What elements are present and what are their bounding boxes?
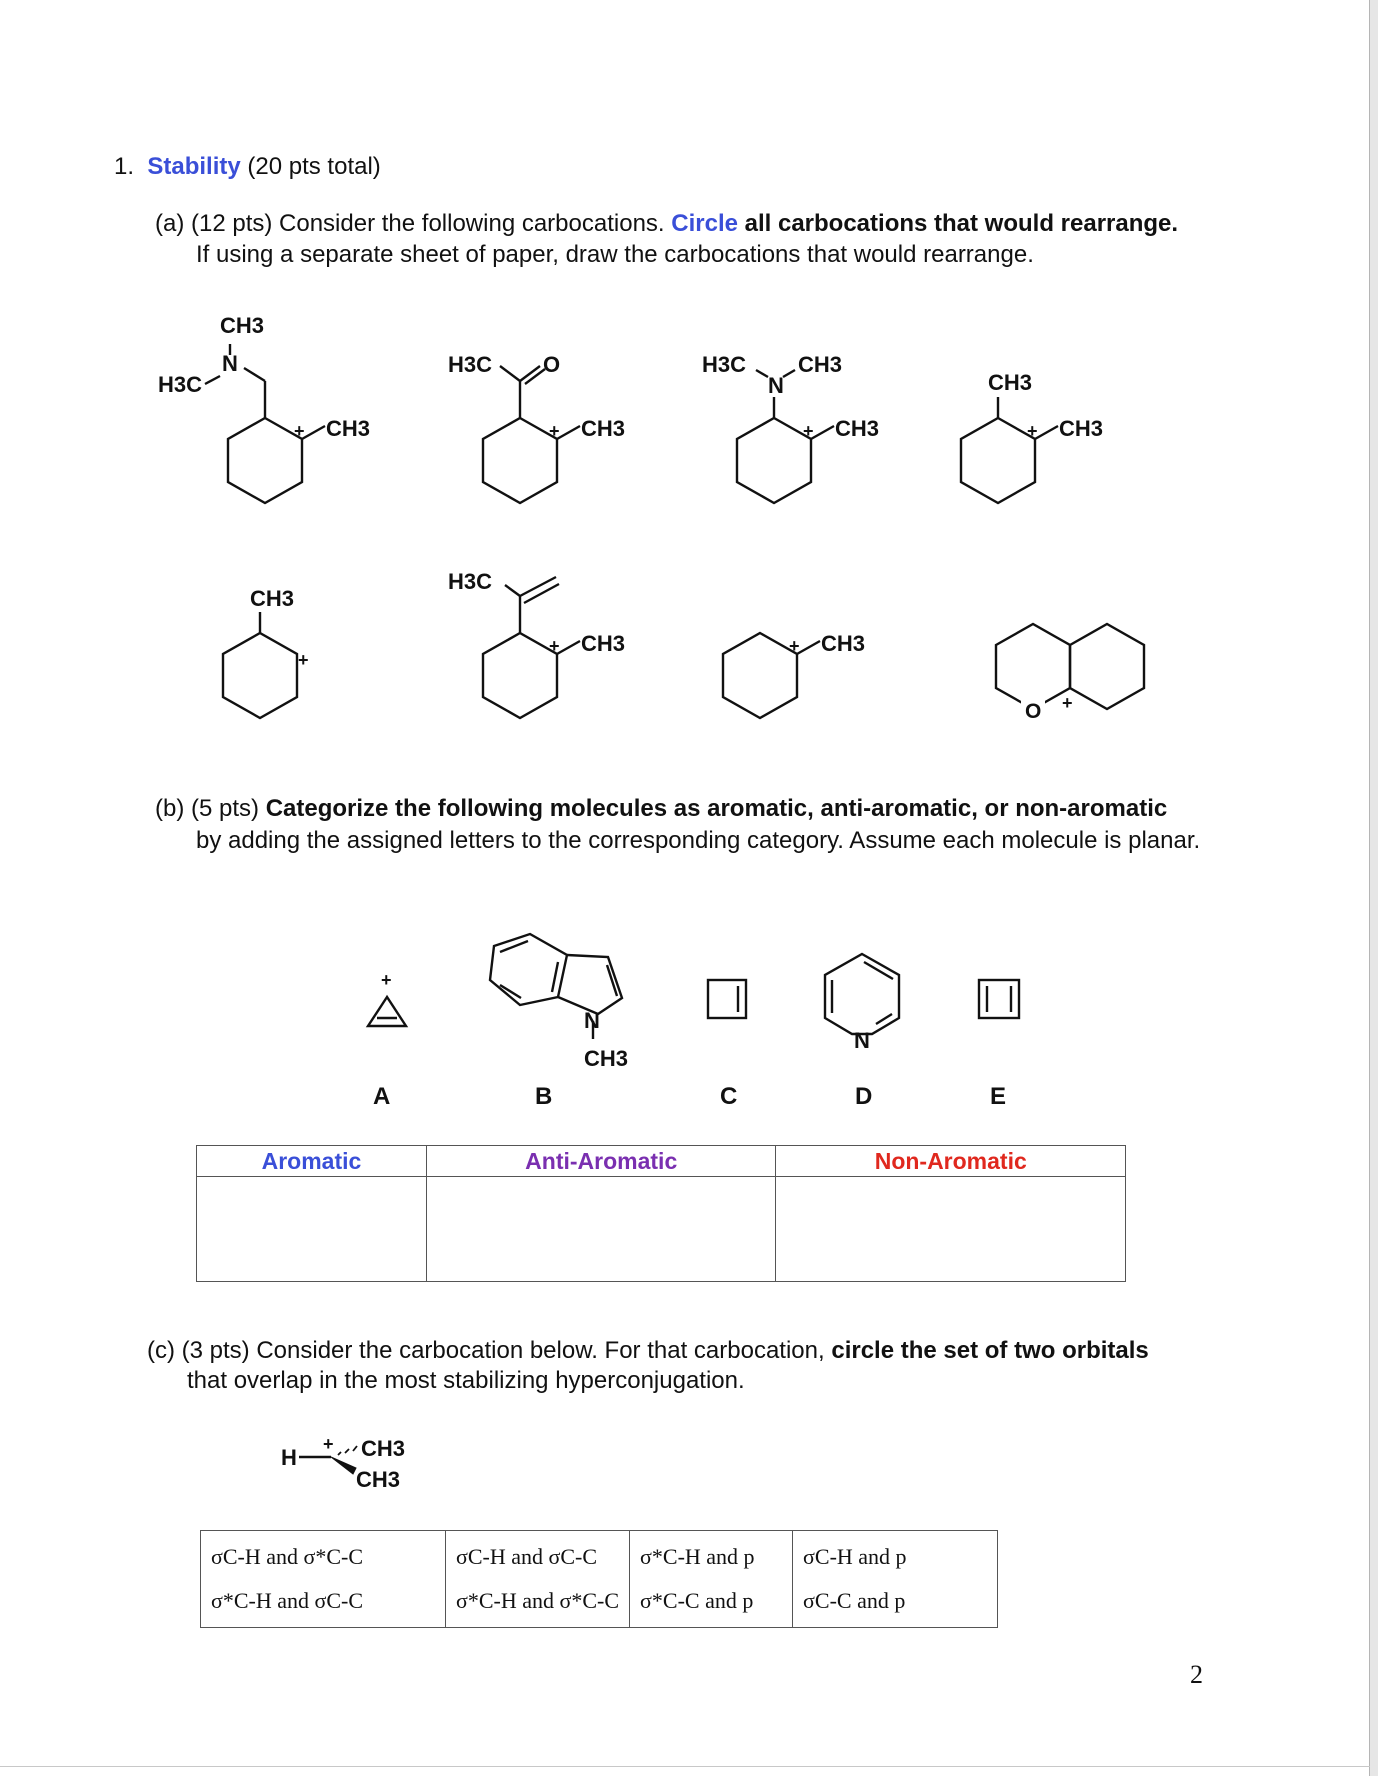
molecule-letter-d: D (855, 1083, 873, 1110)
plus-label: + (549, 636, 560, 656)
choice-text: σ*C-H and σ*C-C (456, 1588, 620, 1613)
part-c-line2: that overlap in the most stabilizing hyperconjugation. (187, 1367, 745, 1394)
ch3-label: CH3 (581, 631, 626, 656)
h3c-label: H3C (158, 372, 203, 397)
ch3-label: CH3 (584, 1046, 629, 1071)
orbital-choice-4[interactable] (793, 1531, 998, 1628)
page-edge (1370, 0, 1378, 1776)
h3c-label: H3C (448, 352, 493, 377)
n-label: N (222, 351, 238, 376)
ch3-label: CH3 (821, 631, 866, 656)
part-b-instruction: Categorize the following molecules as aromatic, anti-aromatic, or non-aromatic (265, 795, 1168, 822)
orbital-choice-1[interactable] (201, 1531, 446, 1628)
n-label: N (584, 1008, 600, 1033)
part-a-instruction: all carbocations that would rearrange. (744, 210, 1179, 237)
n-label: N (768, 373, 784, 398)
anti-aromatic-header: Anti-Aromatic (426, 1146, 776, 1177)
ch3-label: CH3 (361, 1436, 406, 1461)
choice-text: σ*C-H and p (640, 1544, 755, 1569)
choice-text: σ*C-C and p (640, 1588, 754, 1613)
h3c-label: H3C (448, 569, 493, 594)
part-c-instruction: circle the set of two orbitals (831, 1337, 1149, 1364)
ch3-label: CH3 (1059, 416, 1104, 441)
orbital-choice-3[interactable] (630, 1531, 793, 1628)
page-bottom-line (0, 1766, 1370, 1767)
question-number: 1. (114, 153, 135, 180)
ch3-label: CH3 (798, 352, 843, 377)
plus-label: + (323, 1434, 334, 1454)
part-a-circle-word: Circle (671, 210, 738, 237)
plus-label: + (1062, 693, 1073, 713)
ch3-label: CH3 (835, 416, 880, 441)
question-title: Stability (147, 153, 241, 180)
n-label: N (854, 1028, 870, 1053)
choice-text: σC-H and σC-C (456, 1544, 598, 1569)
question-points: (20 pts total) (247, 153, 381, 180)
plus-label: + (803, 421, 814, 441)
part-a-line2: If using a separate sheet of paper, draw the carbocations that would rearrange. (196, 241, 1034, 268)
plus-label: + (381, 970, 392, 990)
ch3-label: CH3 (356, 1467, 401, 1492)
plus-label: + (1027, 421, 1038, 441)
molecule-letter-c: C (720, 1083, 738, 1110)
part-b-lead: (b) (5 pts) (155, 795, 260, 822)
plus-label: + (294, 421, 305, 441)
molecule-letter-b: B (535, 1083, 553, 1110)
aromatic-header: Aromatic (197, 1146, 427, 1177)
part-a-lead: (a) (12 pts) Consider the following carbocations. (155, 210, 665, 237)
choice-text: σC-C and p (803, 1588, 906, 1613)
choice-text: σC-H and p (803, 1544, 907, 1569)
plus-label: + (298, 650, 309, 670)
h3c-label: H3C (702, 352, 747, 377)
part-b-rest: by adding the assigned letters to the corresponding category. Assume each molecule is planar. (196, 827, 1201, 854)
o-label: O (543, 352, 561, 377)
h-label: H (281, 1445, 297, 1470)
ch3-label: CH3 (250, 586, 295, 611)
ch3-label: CH3 (326, 416, 371, 441)
choice-text: σC-H and σ*C-C (211, 1544, 364, 1569)
molecule-letter-e: E (990, 1083, 1007, 1110)
orbital-choices-table (200, 1530, 998, 1628)
orbital-choice-2[interactable] (446, 1531, 630, 1628)
ch3-label: CH3 (581, 416, 626, 441)
o-label: O (1025, 700, 1042, 723)
part-c-lead: (c) (3 pts) Consider the carbocation below. For that carbocation, (147, 1337, 825, 1364)
choice-text: σ*C-H and σC-C (211, 1588, 364, 1613)
plus-label: + (549, 421, 560, 441)
ch3-label: CH3 (988, 370, 1033, 395)
non-aromatic-header: Non-Aromatic (776, 1146, 1126, 1177)
ch3-label: CH3 (220, 313, 265, 338)
molecule-letter-a: A (373, 1083, 391, 1110)
plus-label: + (789, 636, 800, 656)
page-number: 2 (1190, 1660, 1203, 1689)
